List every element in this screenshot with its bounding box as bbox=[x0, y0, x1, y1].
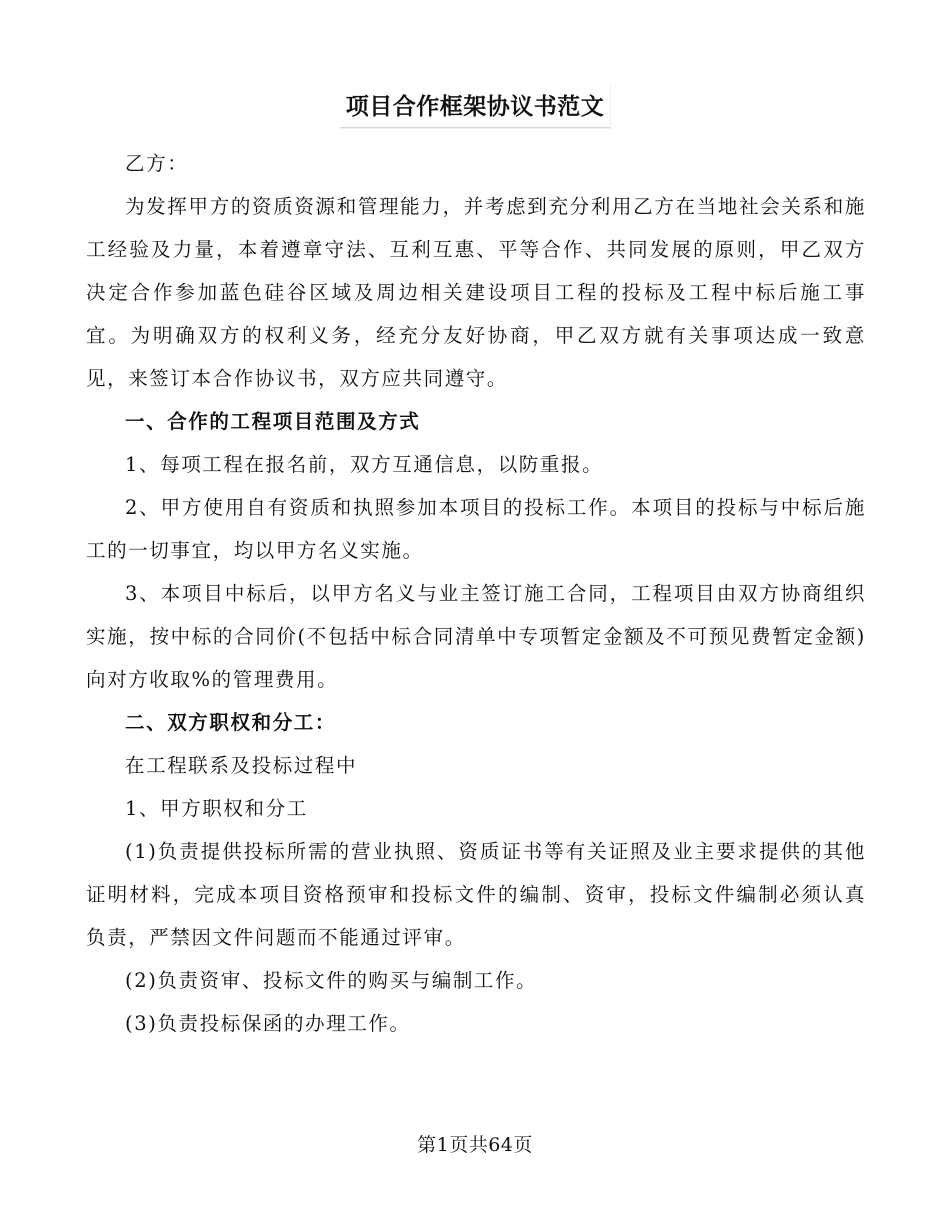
item-2-1-1: (1)负责提供投标所需的营业执照、资质证书等有关证照及业主要求提供的其他证明材料，完成本项目资格预审和投标文件的编制、资审，投标文件编制必须认真负责，严禁因文件问题而不能通过评审。 bbox=[86, 840, 866, 949]
section-heading-1: 一、合作的工程项目范围及方式 bbox=[125, 410, 421, 433]
document-body bbox=[86, 142, 866, 1045]
item-2-1-3: (3)负责投标保函的办理工作。 bbox=[125, 1012, 411, 1035]
page-number: 第1页共64页 bbox=[417, 1134, 533, 1156]
party-b-line: 乙方： bbox=[125, 152, 189, 175]
subsection-2-1: 1、甲方职权和分工 bbox=[125, 797, 308, 820]
section-heading-2: 二、双方职权和分工： bbox=[125, 711, 337, 734]
document-title: 项目合作框架协议书范文 bbox=[340, 84, 611, 128]
clause-1-1: 1、每项工程在报名前，双方互通信息，以防重报。 bbox=[125, 453, 604, 476]
intro-paragraph: 为发挥甲方的资质资源和管理能力，并考虑到充分利用乙方在当地社会关系和施工经验及力量，本着遵章守法、互利互惠、平等合作、共同发展的原则，甲乙双方决定合作参加蓝色硅谷区域及周边相关建设项目工程的投标及工程中标后施工事宜。为明确双方的权利义务，经充分友好协商，甲乙双方就有关事项达成一致意见，来签订本合作协议书，双方应共同遵守。 bbox=[86, 195, 866, 390]
section-2-intro: 在工程联系及投标过程中 bbox=[125, 754, 358, 777]
clause-1-3: 3、本项目中标后，以甲方名义与业主签订施工合同，工程项目由双方协商组织实施，按中标的合同价(不包括中标合同清单中专项暂定金额及不可预见费暂定金额)向对方收取%的管理费用。 bbox=[86, 582, 866, 691]
item-2-1-2: (2)负责资审、投标文件的购买与编制工作。 bbox=[125, 969, 538, 992]
title-container bbox=[0, 84, 950, 128]
clause-1-2: 2、甲方使用自有资质和执照参加本项目的投标工作。本项目的投标与中标后施工的一切事宜，均以甲方名义实施。 bbox=[86, 496, 866, 562]
